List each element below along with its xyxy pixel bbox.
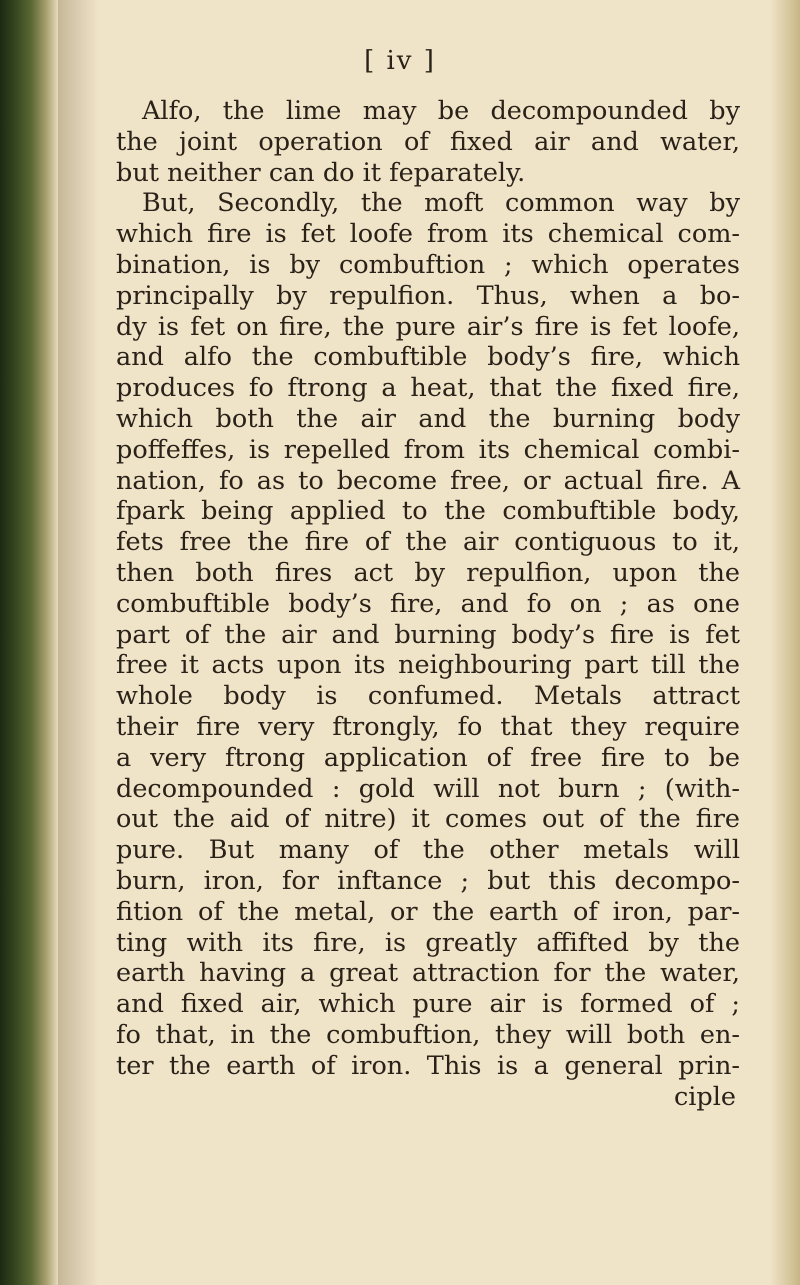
text-line: dy is fet on fire, the pure air’s fire is fet loofe, — [116, 311, 740, 342]
text-line: pure. But many of the other metals will — [116, 835, 740, 866]
text-line: combuftible body’s fire, and fo on ; as one — [116, 588, 740, 619]
text-line: then both fires act by repulfion, upon the — [116, 557, 740, 588]
gutter-shadow — [58, 0, 98, 1285]
page-number-header: [ iv ] — [364, 46, 436, 76]
text-line: Alfo, the lime may be decompounded by — [142, 96, 740, 126]
page-edge — [770, 0, 800, 1285]
text-line: and alfo the combuftible body’s fire, which — [116, 342, 740, 373]
text-line: nation, fo as to become free, or actual fire. A — [116, 465, 740, 496]
text-line: fets free the fire of the air contiguous to it, — [116, 527, 740, 558]
text-line: earth having a great attraction for the water, — [116, 958, 740, 989]
text-line: ter the earth of iron. This is a general prin- — [116, 1050, 740, 1081]
text-line: But, Secondly, the moft common way by — [142, 188, 740, 219]
text-line: bination, is by combuftion ; which operates — [116, 249, 740, 280]
text-line: decompounded : gold will not burn ; (with- — [116, 773, 740, 804]
text-line: principally by repulfion. Thus, when a bo- — [116, 280, 740, 311]
text-line: which fire is fet loofe from its chemical com- — [116, 219, 740, 250]
text-line: but neither can do it feparately. — [116, 157, 526, 188]
text-line: free it acts upon its neighbouring part till the — [116, 650, 740, 681]
book-spine-gutter — [0, 0, 58, 1285]
text-line: which both the air and the burning body — [116, 403, 740, 434]
text-line: fition of the metal, or the earth of iron, par- — [116, 896, 740, 927]
text-line: poffeffes, is repelled from its chemical combi- — [116, 434, 740, 465]
text-line: fo that, in the combuftion, they will both en- — [116, 1019, 740, 1050]
text-line: out the aid of nitre) it comes out of the fire — [116, 804, 740, 835]
text-line: produces fo ftrong a heat, that the fixed fire, — [116, 373, 740, 404]
text-line: fpark being applied to the combuftible body, — [116, 496, 740, 527]
text-line: burn, iron, for inftance ; but this decompo- — [116, 865, 740, 896]
text-line: their fire very ftrongly, fo that they require — [116, 711, 740, 742]
text-line: and fixed air, which pure air is formed of ; — [116, 989, 740, 1020]
body-text — [116, 96, 740, 1112]
text-line: whole body is confumed. Metals attract — [116, 681, 740, 712]
text-line: the joint operation of fixed air and water, — [116, 126, 740, 157]
catchword: ciple — [673, 1081, 736, 1112]
text-line: ting with its fire, is greatly affifted by the — [116, 927, 740, 958]
text-line: part of the air and burning body’s fire is fet — [116, 619, 740, 650]
text-line: a very ftrong application of free fire to be — [116, 742, 740, 773]
